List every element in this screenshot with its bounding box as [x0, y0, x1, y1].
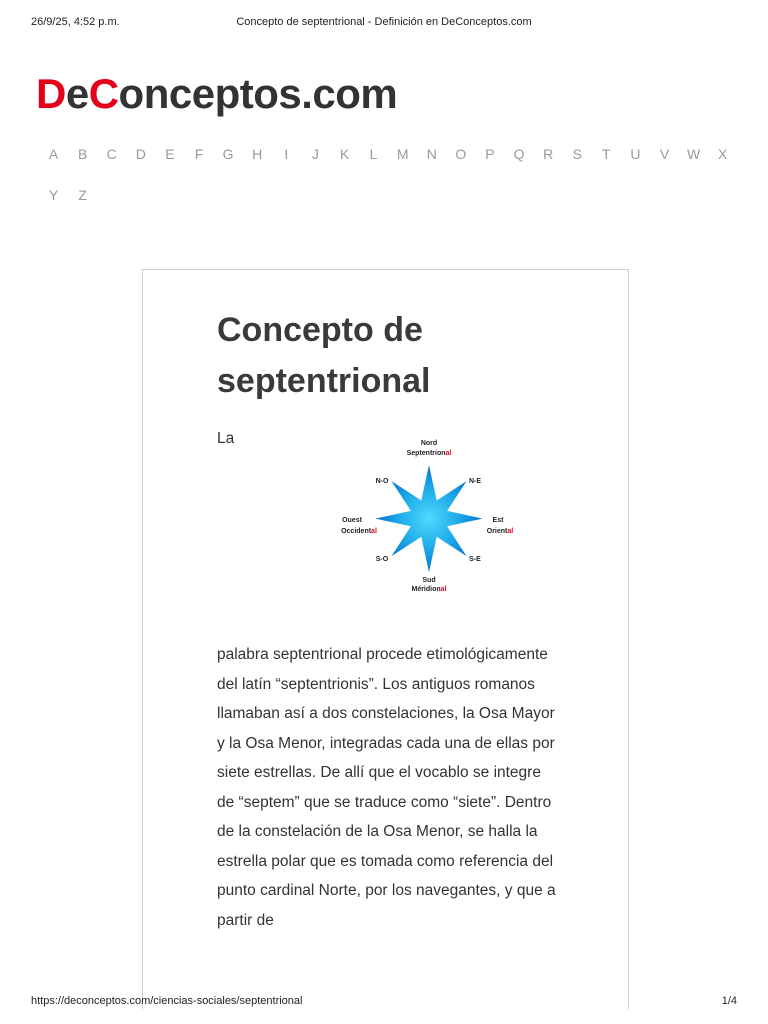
alphabet-letter-l[interactable]: L	[369, 146, 378, 162]
logo-letter-e: e	[65, 70, 89, 117]
alphabet-letter-a[interactable]: A	[48, 146, 59, 162]
compass-ne-label: N-E	[468, 478, 482, 485]
alphabet-letter-p[interactable]: P	[485, 146, 495, 162]
alphabet-letter-e[interactable]: E	[165, 146, 175, 162]
compass-east-label: Est	[492, 517, 504, 524]
alphabet-letter-o[interactable]: O	[455, 146, 467, 162]
print-page-title: Concepto de septentrional - Definición en DeConceptos.com	[236, 16, 532, 28]
compass-south-label: Sud	[422, 577, 436, 584]
article-body: palabra septentrional procede etimológicamente del latín “septentrionis”. Los antiguos romanos llamaban así a dos constelaciones, la Osa Mayor y la Osa Menor, integradas cada una de ellas por siete estrellas. De allí que el vocablo se integre de “septem” que se traduce como “siete”. Dentro de la constelación de la Osa Menor, se halla la estrella polar que es tomada como referencia del punto cardinal Norte, por los navegantes, y que a partir de	[217, 646, 556, 929]
compass-north-label: Nord	[420, 440, 438, 447]
alphabet-index	[39, 146, 739, 228]
site-logo[interactable]	[36, 70, 397, 118]
article-title: Concepto de septentrional	[217, 311, 431, 400]
page-url: https://deconceptos.com/ciencias-sociales/septentrional	[31, 995, 303, 1007]
alphabet-letter-d[interactable]: D	[135, 146, 146, 162]
print-header	[0, 16, 768, 32]
alphabet-row	[39, 146, 739, 187]
compass-west-sublabel: Occidental	[341, 528, 377, 535]
compass-star-icon	[375, 465, 482, 572]
compass-rose-image	[325, 432, 525, 602]
alphabet-letter-i[interactable]: I	[284, 146, 289, 162]
alphabet-letter-c[interactable]: C	[106, 146, 117, 162]
logo-rest: onceptos.com	[118, 70, 398, 117]
print-date: 26/9/25, 4:52 p.m.	[31, 16, 120, 28]
alphabet-row	[39, 187, 739, 228]
alphabet-letter-y[interactable]: Y	[48, 187, 59, 203]
alphabet-letter-t[interactable]: T	[602, 146, 611, 162]
alphabet-letter-h[interactable]: H	[252, 146, 263, 162]
alphabet-letter-b[interactable]: B	[77, 146, 88, 162]
alphabet-letter-q[interactable]: Q	[513, 146, 525, 162]
alphabet-letter-x[interactable]: X	[718, 146, 728, 162]
compass-east-sublabel: Oriental	[486, 528, 514, 535]
compass-no-label: N-O	[375, 478, 389, 485]
alphabet-letter-f[interactable]: F	[194, 146, 204, 162]
alphabet-letter-s[interactable]: S	[572, 146, 582, 162]
alphabet-letter-g[interactable]: G	[222, 146, 234, 162]
alphabet-letter-r[interactable]: R	[543, 146, 554, 162]
alphabet-letter-u[interactable]: U	[630, 146, 641, 162]
alphabet-letter-m[interactable]: M	[396, 146, 409, 162]
compass-se-label: S-E	[469, 556, 481, 563]
compass-west-label: Ouest	[342, 517, 362, 524]
alphabet-letter-j[interactable]: J	[311, 146, 319, 162]
compass-north-sublabel: Septentrional	[406, 450, 452, 457]
article-lead-word: La	[217, 430, 235, 447]
logo-letter-d: D	[36, 70, 66, 117]
compass-so-label: S-O	[375, 556, 389, 563]
alphabet-letter-v[interactable]: V	[659, 146, 670, 162]
alphabet-letter-z[interactable]: Z	[78, 187, 87, 203]
logo-letter-c: C	[88, 70, 119, 117]
page-number: 1/4	[721, 995, 737, 1007]
compass-south-sublabel: Méridional	[411, 586, 447, 593]
alphabet-letter-w[interactable]: W	[687, 146, 701, 162]
alphabet-letter-k[interactable]: K	[339, 146, 350, 162]
alphabet-letter-n[interactable]: N	[426, 146, 437, 162]
